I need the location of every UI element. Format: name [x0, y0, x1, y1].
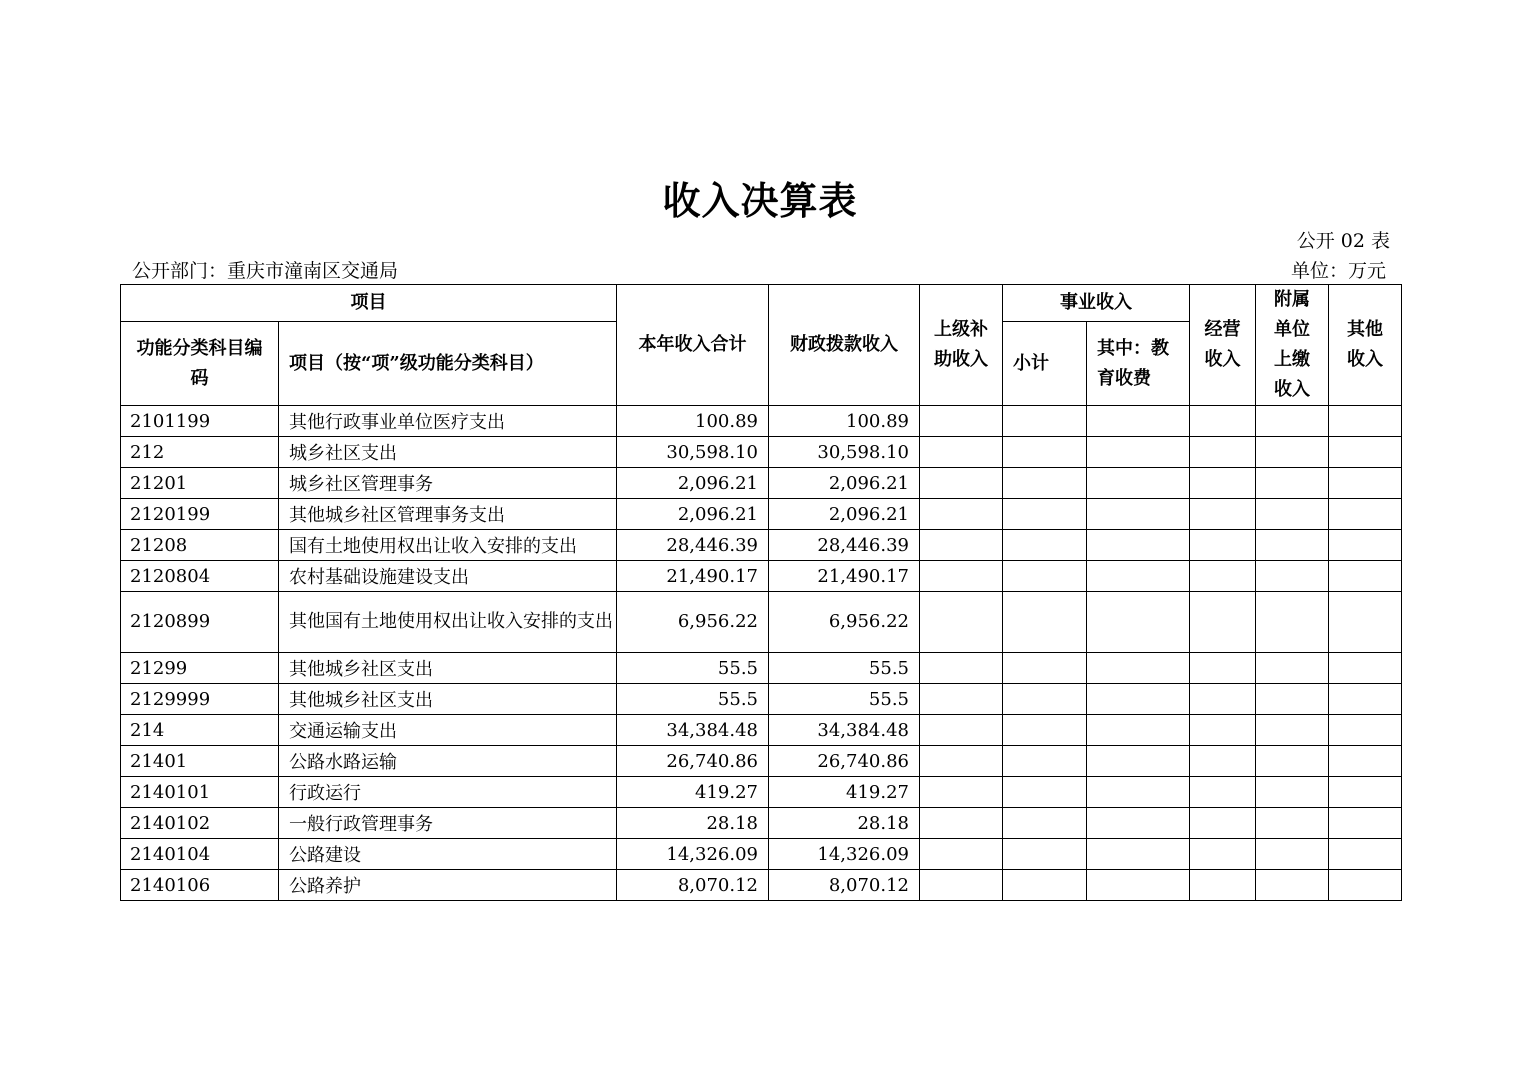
header-business: 事业收入 — [1003, 285, 1190, 322]
table-row: 2140102 一般行政管理事务 28.18 28.18 — [121, 808, 1402, 839]
table-row: 2120899 其他国有土地使用权出让收入安排的支出 6,956.22 6,956.22 — [121, 592, 1402, 653]
header-operating: 经营收入 — [1190, 285, 1256, 406]
table-row: 2140101 行政运行 419.27 419.27 — [121, 777, 1402, 808]
table-row: 214 交通运输支出 34,384.48 34,384.48 — [121, 715, 1402, 746]
table-row: 21299 其他城乡社区支出 55.5 55.5 — [121, 653, 1402, 684]
table-row: 212 城乡社区支出 30,598.10 30,598.10 — [121, 437, 1402, 468]
income-table — [120, 284, 1402, 901]
header-func-code: 功能分类科目编码 — [121, 322, 279, 406]
table-row: 2140104 公路建设 14,326.09 14,326.09 — [121, 839, 1402, 870]
header-project: 项目 — [121, 285, 617, 322]
table-row: 21201 城乡社区管理事务 2,096.21 2,096.21 — [121, 468, 1402, 499]
header-affiliated: 附属单位上缴收入 — [1256, 285, 1329, 406]
header-fiscal: 财政拨款收入 — [769, 285, 920, 406]
header-other: 其他收入 — [1329, 285, 1402, 406]
header-item-name: 项目（按“项”级功能分类科目） — [279, 322, 617, 406]
form-number: 公开 02 表 — [1296, 230, 1390, 252]
header-total: 本年收入合计 — [617, 285, 769, 406]
table-row: 2129999 其他城乡社区支出 55.5 55.5 — [121, 684, 1402, 715]
department-label: 公开部门：重庆市潼南区交通局 — [132, 260, 399, 282]
unit-label: 单位：万元 — [1290, 260, 1386, 282]
header-edu-fee: 其中：教育收费 — [1087, 322, 1190, 406]
table-row: 2120804 农村基础设施建设支出 21,490.17 21,490.17 — [121, 561, 1402, 592]
header-subtotal: 小计 — [1003, 322, 1087, 406]
page-title: 收入决算表 — [662, 178, 858, 223]
table-row: 2120199 其他城乡社区管理事务支出 2,096.21 2,096.21 — [121, 499, 1402, 530]
table-row: 21208 国有土地使用权出让收入安排的支出 28,446.39 28,446.39 — [121, 530, 1402, 561]
table-row: 2101199 其他行政事业单位医疗支出 100.89 100.89 — [121, 406, 1402, 437]
table-row: 2140106 公路养护 8,070.12 8,070.12 — [121, 870, 1402, 901]
table-row: 21401 公路水路运输 26,740.86 26,740.86 — [121, 746, 1402, 777]
header-superior: 上级补助收入 — [920, 285, 1003, 406]
